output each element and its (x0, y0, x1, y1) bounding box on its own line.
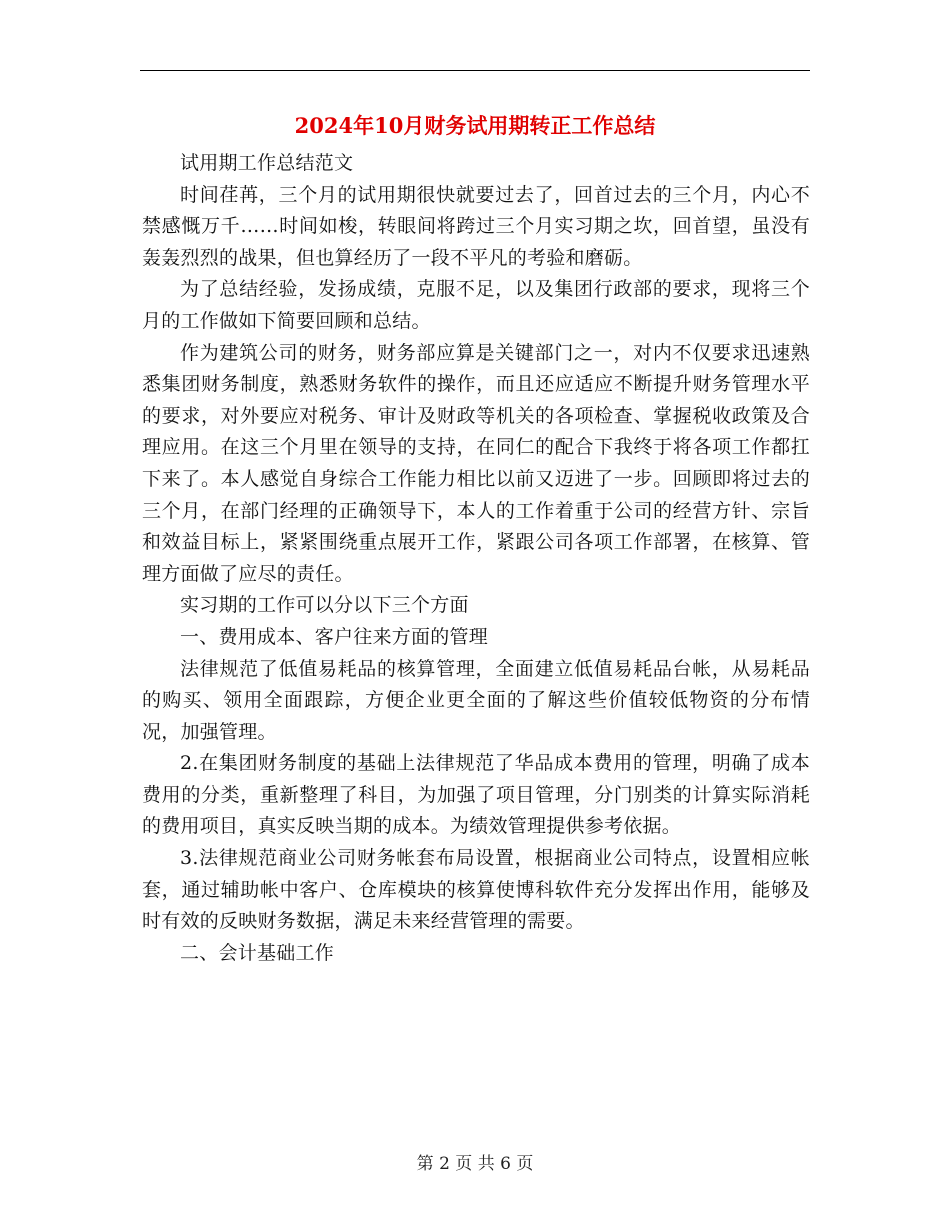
paragraph-item-1: 法律规范了低值易耗品的核算管理，全面建立低值易耗品台帐，从易耗品的购买、领用全面跟踪，方便企业更全面的了解这些价值较低物资的分布情况，加强管理。 (142, 657, 810, 743)
document-body (142, 148, 810, 969)
paragraph-role: 作为建筑公司的财务，财务部应算是关键部门之一，对内不仅要求迅速熟悉集团财务制度，熟悉财务软件的操作，而且还应适应不断提升财务管理水平的要求，对外要应对税务、审计及财政等机关的各项检查、掌握税收政策及合理应用。在这三个月里在领导的支持，在同仁的配合下我终于将各项工作都扛下来了。本人感觉自身综合工作能力相比以前又迈进了一步。回顾即将过去的三个月，在部门经理的正确领导下，本人的工作着重于公司的经营方针、宗旨和效益目标上，紧紧围绕重点展开工作，紧跟公司各项工作部署，在核算、管理方面做了应尽的责任。 (142, 341, 810, 585)
paragraph-aspects-intro: 实习期的工作可以分以下三个方面 (180, 594, 469, 617)
paragraph-item-3: 3.法律规范商业公司财务帐套布局设置，根据商业公司特点，设置相应帐套，通过辅助帐中客户、仓库模块的核算使博科软件充分发挥出作用，能够及时有效的反映财务数据，满足未来经营管理的需要。 (142, 847, 810, 933)
section-heading-1: 一、费用成本、客户往来方面的管理 (180, 625, 489, 648)
page-footer: 第 2 页 共 6 页 (416, 1154, 534, 1174)
section-heading-2: 二、会计基础工作 (180, 941, 335, 964)
paragraph-item-2: 2.在集团财务制度的基础上法律规范了华品成本费用的管理，明确了成本费用的分类，重新整理了科目，为加强了项目管理，分门别类的计算实际消耗的费用项目，真实反映当期的成本。为绩效管理提供参考依据。 (142, 752, 810, 838)
paragraph-purpose: 为了总结经验，发扬成绩，克服不足，以及集团行政部的要求，现将三个月的工作做如下简要回顾和总结。 (142, 278, 810, 332)
paragraph-intro: 时间荏苒，三个月的试用期很快就要过去了，回首过去的三个月，内心不禁感慨万千……时间如梭，转眼间将跨过三个月实习期之坎，回首望，虽没有轰轰烈烈的战果，但也算经历了一段不平凡的考验和磨砺。 (142, 183, 810, 269)
paragraph-subtitle: 试用期工作总结范文 (180, 152, 354, 174)
document-title: 2024年10月财务试用期转正工作总结 (294, 113, 656, 138)
header-rule (140, 70, 810, 71)
